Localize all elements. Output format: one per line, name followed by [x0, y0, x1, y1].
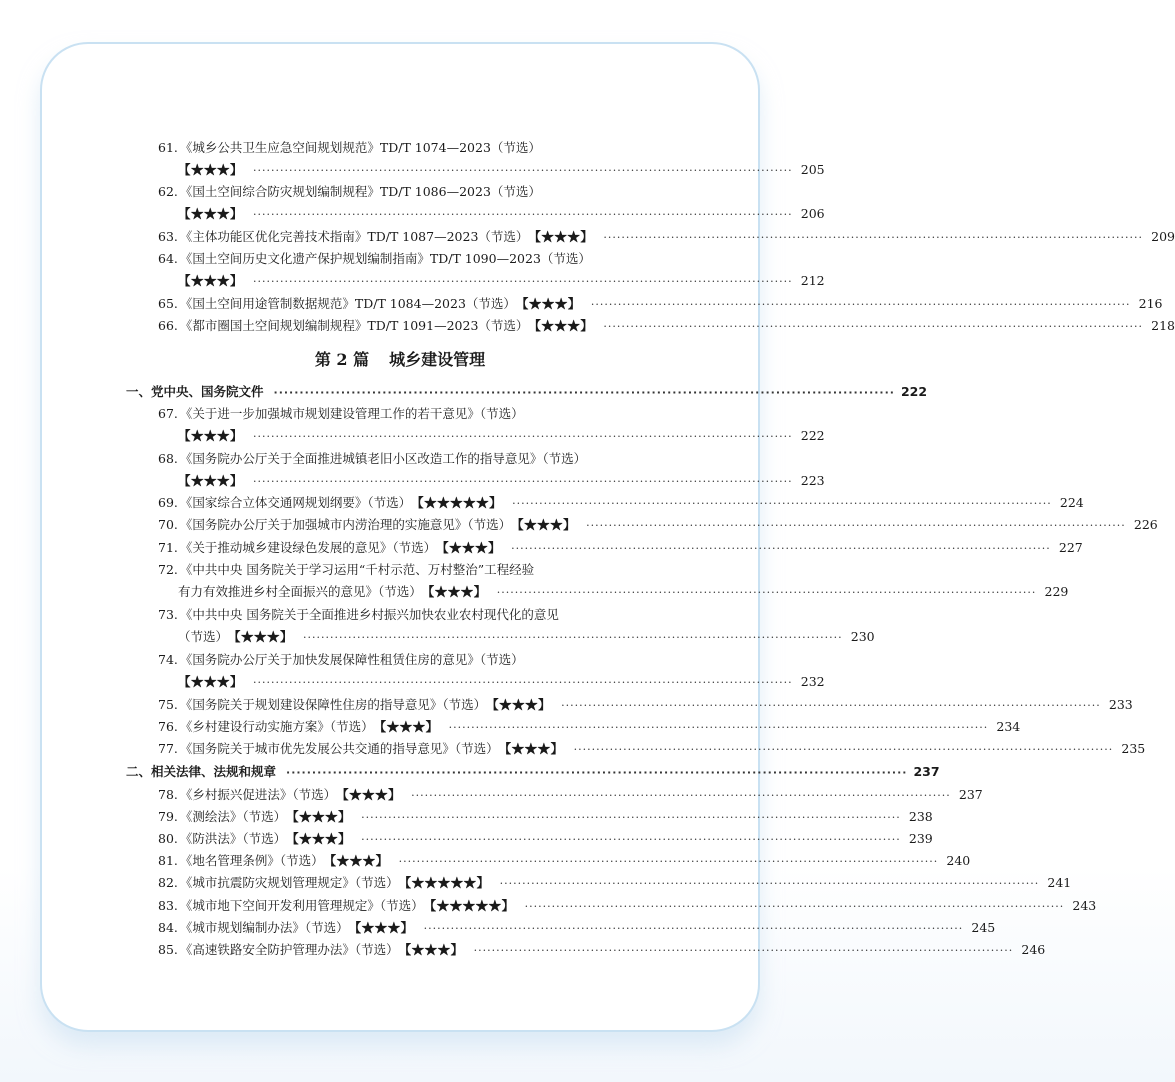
- entry-title: 《国务院关于城市优先发展公共交通的指导意见》（节选）: [179, 741, 499, 756]
- toc-leader-line: [158, 717, 1021, 738]
- entry-title: 《都市圈国土空间规划编制规程》TD/T 1091—2023（节选）: [179, 318, 529, 333]
- page-number: 239: [908, 831, 933, 846]
- page-number: 240: [946, 853, 971, 868]
- entry-number: 82.: [158, 875, 178, 890]
- dot-leader: ························································································································: [573, 743, 1114, 756]
- page-number: 246: [1021, 942, 1046, 957]
- entry-title: 《国土空间用途管制数据规范》TD/T 1084—2023（节选）: [179, 296, 516, 311]
- dot-leader: ························································································································: [303, 631, 843, 645]
- rating-stars: 【★★★】: [178, 162, 244, 178]
- toc-leader-line: [126, 382, 928, 403]
- toc-leader-line: [178, 627, 875, 648]
- group-title: 二、相关法律、法规和规章: [126, 764, 277, 779]
- dot-leader: ························································································································: [512, 497, 1052, 510]
- toc-entry: [0, 538, 1083, 558]
- part-label: 第 2 篇: [314, 350, 370, 369]
- entry-title: 《乡村振兴促进法》（节选）: [179, 787, 337, 802]
- toc-leader-line: [158, 918, 996, 939]
- rating-stars: 【★★★】: [398, 942, 464, 957]
- toc-entry: [0, 650, 800, 670]
- entry-title: 《国务院关于规划建设保障性住房的指导意见》（节选）: [179, 697, 487, 712]
- page-number: 234: [996, 719, 1021, 734]
- entry-title: 《国务院办公厅关于加快发展保障性租赁住房的意见》（节选）: [179, 652, 524, 667]
- entry-number: 71.: [158, 540, 178, 555]
- dot-leader: ························································································································: [603, 320, 1144, 333]
- rating-stars: 【★★★】: [528, 229, 594, 244]
- entry-number: 72.: [158, 562, 178, 577]
- toc-entry: [0, 316, 1175, 336]
- rating-stars: 【★★★★★】: [398, 875, 490, 890]
- page-number: 218: [1151, 318, 1175, 333]
- entry-number: 63.: [158, 229, 178, 244]
- toc-leader-line: [158, 515, 1158, 536]
- rating-stars: 【★★★】: [373, 719, 439, 734]
- toc-leader-line: [158, 316, 1175, 337]
- page-number: 238: [908, 809, 933, 824]
- toc-entry: [0, 918, 996, 938]
- page-number: 233: [1108, 697, 1133, 712]
- rating-stars: 【★★★】: [336, 787, 402, 802]
- entry-number: 69.: [158, 495, 178, 510]
- toc-entry: [0, 182, 800, 202]
- toc-entry: [0, 695, 1133, 715]
- page-number: 237: [958, 787, 983, 802]
- entry-title-line: [158, 560, 534, 580]
- toc-group-heading: [0, 762, 940, 782]
- toc-entry-continued: [0, 426, 825, 446]
- entry-number: 83.: [158, 898, 178, 913]
- page-number: 222: [800, 428, 825, 444]
- page-number: 241: [1047, 875, 1072, 890]
- rating-stars: 【★★★】: [528, 318, 594, 333]
- rating-stars: 【★★★】: [228, 629, 294, 645]
- entry-number: 84.: [158, 920, 178, 935]
- entry-title: 《中共中央 国务院关于学习运用“千村示范、万村整治”工程经验: [179, 562, 535, 577]
- page-number: 205: [800, 162, 825, 178]
- toc-leader-line: [178, 271, 825, 292]
- entry-title: 《国务院办公厅关于加强城市内涝治理的实施意见》（节选）: [179, 517, 512, 532]
- toc-entry: [0, 560, 800, 580]
- toc-leader-line: [158, 873, 1072, 894]
- entry-number: 66.: [158, 318, 178, 333]
- toc-leader-line: [158, 695, 1133, 716]
- entry-number: 73.: [158, 607, 178, 622]
- dot-leader: ························································································································: [423, 922, 964, 935]
- toc-entry-continued: [0, 271, 825, 291]
- entry-number: 75.: [158, 697, 178, 712]
- rating-stars: 【★★★】: [515, 296, 581, 311]
- toc-entry: [0, 851, 971, 871]
- rating-stars: 【★★★★★】: [423, 898, 515, 913]
- toc-leader-line: [126, 762, 940, 783]
- toc-entry: [0, 404, 800, 424]
- entry-title: 《主体功能区优化完善技术指南》TD/T 1087—2023（节选）: [179, 229, 529, 244]
- toc-entry-continued: [0, 627, 875, 647]
- toc-entry: [0, 227, 1175, 247]
- page-number: 223: [800, 473, 825, 489]
- toc-entry: [0, 138, 800, 158]
- entry-title: 《城市规划编制办法》（节选）: [179, 920, 349, 935]
- page-number: 229: [1044, 584, 1069, 600]
- dot-leader: ························································································································: [603, 231, 1144, 244]
- rating-stars: 【★★★】: [178, 273, 244, 289]
- entry-number: 65.: [158, 296, 178, 311]
- toc-leader-line: [178, 471, 825, 492]
- toc-leader-line: [178, 582, 1069, 603]
- page-number: 209: [1151, 229, 1175, 244]
- toc-entry: [0, 515, 1158, 535]
- entry-number: 85.: [158, 942, 178, 957]
- page-number: 216: [1138, 296, 1163, 311]
- dot-leader: ························································································································: [253, 275, 793, 289]
- dot-leader: ························································································································: [253, 208, 793, 222]
- toc-entry: [0, 739, 1146, 759]
- rating-stars: 【★★★】: [348, 920, 414, 935]
- dot-leader: ························································································································: [253, 475, 793, 489]
- dot-leader: ························································································································: [590, 298, 1131, 311]
- dot-leader: ························································································································: [253, 430, 793, 444]
- entry-number: 76.: [158, 719, 178, 734]
- toc-entry: [0, 873, 1072, 893]
- toc-entry: [0, 449, 800, 469]
- part-title: [0, 350, 800, 370]
- group-title: 一、党中央、国务院文件: [126, 384, 264, 399]
- dot-leader: ························································································································: [496, 586, 1037, 600]
- dot-leader: ························································································································: [524, 900, 1065, 913]
- rating-stars: 【★★★】: [498, 741, 564, 756]
- page-number: 232: [800, 674, 825, 690]
- page-number: 235: [1121, 741, 1146, 756]
- part-name: 城乡建设管理: [389, 350, 486, 369]
- entry-number: 81.: [158, 853, 178, 868]
- toc-entry: [0, 249, 800, 269]
- entry-number: 64.: [158, 251, 178, 266]
- entry-title-continued: 有力有效推进乡村全面振兴的意见》（节选）: [178, 584, 422, 600]
- entry-title: 《国土空间综合防灾规划编制规程》TD/T 1086—2023（节选）: [179, 184, 541, 199]
- toc-entry-continued: [0, 582, 1069, 602]
- dot-leader: ························································································································: [499, 877, 1040, 890]
- rating-stars: 【★★★】: [323, 853, 389, 868]
- rating-stars: 【★★★】: [286, 809, 352, 824]
- rating-stars: 【★★★】: [511, 517, 577, 532]
- entry-title-line: [158, 138, 541, 158]
- dot-leader: ························································································································: [511, 542, 1051, 555]
- entry-title: 《城市地下空间开发利用管理规定》（节选）: [179, 898, 424, 913]
- toc-entry: [0, 605, 800, 625]
- rating-stars: 【★★★】: [178, 428, 244, 444]
- entry-title: 《国务院办公厅关于全面推进城镇老旧小区改造工作的指导意见》（节选）: [179, 451, 587, 466]
- entry-title-line: [158, 404, 524, 424]
- toc-leader-line: [158, 785, 983, 806]
- entry-number: 68.: [158, 451, 178, 466]
- dot-leader: ························································································································: [398, 855, 939, 868]
- entry-title: 《城市抗震防灾规划管理规定》（节选）: [179, 875, 399, 890]
- toc-entry: [0, 785, 983, 805]
- entry-title: 《乡村建设行动实施方案》（节选）: [179, 719, 374, 734]
- rating-stars: 【★★★】: [436, 540, 502, 555]
- toc-entry-continued: [0, 471, 825, 491]
- entry-title-line: [158, 650, 524, 670]
- toc-entry: [0, 294, 1163, 314]
- entry-title-line: [158, 249, 591, 269]
- toc-entry: [0, 807, 933, 827]
- toc-leader-line: [178, 426, 825, 447]
- entry-title-continued: （节选）: [178, 629, 229, 645]
- rating-stars: 【★★★】: [421, 584, 487, 600]
- entry-title: 《地名管理条例》（节选）: [179, 853, 324, 868]
- entry-title-line: [158, 449, 586, 469]
- page-number: 245: [971, 920, 996, 935]
- entry-title: 《关于推动城乡建设绿色发展的意见》（节选）: [179, 540, 437, 555]
- entry-number: 77.: [158, 741, 178, 756]
- entry-title: 《测绘法》（节选）: [179, 809, 287, 824]
- entry-number: 61.: [158, 140, 178, 155]
- toc-entry-continued: [0, 672, 825, 692]
- toc-leader-line: [178, 672, 825, 693]
- toc-leader-line: [158, 294, 1163, 315]
- toc-leader-line: [158, 538, 1083, 559]
- entry-number: 70.: [158, 517, 178, 532]
- toc-leader-line: [158, 851, 971, 872]
- rating-stars: 【★★★★★】: [411, 495, 503, 510]
- page-number: 224: [1059, 495, 1084, 510]
- page-number: 206: [800, 206, 825, 222]
- toc-leader-line: [158, 493, 1084, 514]
- rating-stars: 【★★★】: [178, 473, 244, 489]
- dot-leader: ························································································································: [253, 676, 793, 690]
- entry-title-line: [158, 605, 559, 625]
- toc-leader-line: [158, 227, 1175, 248]
- dot-leader: ························································································································: [253, 164, 793, 178]
- dot-leader: ························································································································: [286, 766, 908, 779]
- toc-entry-continued: [0, 204, 825, 224]
- entry-number: 78.: [158, 787, 178, 802]
- entry-number: 80.: [158, 831, 178, 846]
- entry-title: 《中共中央 国务院关于全面推进乡村振兴加快农业农村现代化的意见: [179, 607, 559, 622]
- entry-number: 67.: [158, 406, 178, 421]
- toc-group-heading: [0, 382, 928, 402]
- page-number: 237: [913, 764, 940, 779]
- entry-title: 《城乡公共卫生应急空间规划规范》TD/T 1074—2023（节选）: [179, 140, 541, 155]
- toc-entry: [0, 493, 1084, 513]
- toc-leader-line: [178, 160, 825, 181]
- page-number: 212: [800, 273, 825, 289]
- dot-leader: ························································································································: [561, 699, 1101, 712]
- toc-leader-line: [158, 739, 1146, 760]
- entry-title: 《关于进一步加强城市规划建设管理工作的若干意见》（节选）: [179, 406, 524, 421]
- dot-leader: ························································································································: [473, 944, 1014, 957]
- entry-title: 《国家综合立体交通网规划纲要》（节选）: [179, 495, 412, 510]
- page-number: 227: [1058, 540, 1083, 555]
- page-number: 243: [1072, 898, 1097, 913]
- page-number: 222: [900, 384, 928, 399]
- dot-leader: ························································································································: [361, 833, 901, 846]
- rating-stars: 【★★★】: [286, 831, 352, 846]
- entry-title-line: [158, 182, 541, 202]
- toc-entry: [0, 717, 1021, 737]
- entry-title: 《高速铁路安全防护管理办法》（节选）: [179, 942, 399, 957]
- toc-entry: [0, 896, 1097, 916]
- dot-leader: ························································································································: [411, 789, 951, 802]
- rating-stars: 【★★★】: [486, 697, 552, 712]
- entry-number: 79.: [158, 809, 178, 824]
- dot-leader: ························································································································: [361, 811, 901, 824]
- entry-number: 62.: [158, 184, 178, 199]
- rating-stars: 【★★★】: [178, 206, 244, 222]
- rating-stars: 【★★★】: [178, 674, 244, 690]
- dot-leader: ························································································································: [586, 519, 1126, 532]
- entry-title: 《国土空间历史文化遗产保护规划编制指南》TD/T 1090—2023（节选）: [179, 251, 591, 266]
- toc-leader-line: [158, 940, 1046, 961]
- page-number: 230: [850, 629, 875, 645]
- toc-leader-line: [158, 807, 933, 828]
- toc-entry: [0, 829, 933, 849]
- entry-number: 74.: [158, 652, 178, 667]
- toc-leader-line: [178, 204, 825, 225]
- toc-leader-line: [158, 896, 1097, 917]
- toc-entry: [0, 940, 1046, 960]
- page-number: 226: [1133, 517, 1158, 532]
- dot-leader: ························································································································: [448, 721, 989, 734]
- dot-leader: ························································································································: [273, 386, 895, 399]
- toc-leader-line: [158, 829, 933, 850]
- entry-title: 《防洪法》（节选）: [179, 831, 287, 846]
- toc-entry-continued: [0, 160, 825, 180]
